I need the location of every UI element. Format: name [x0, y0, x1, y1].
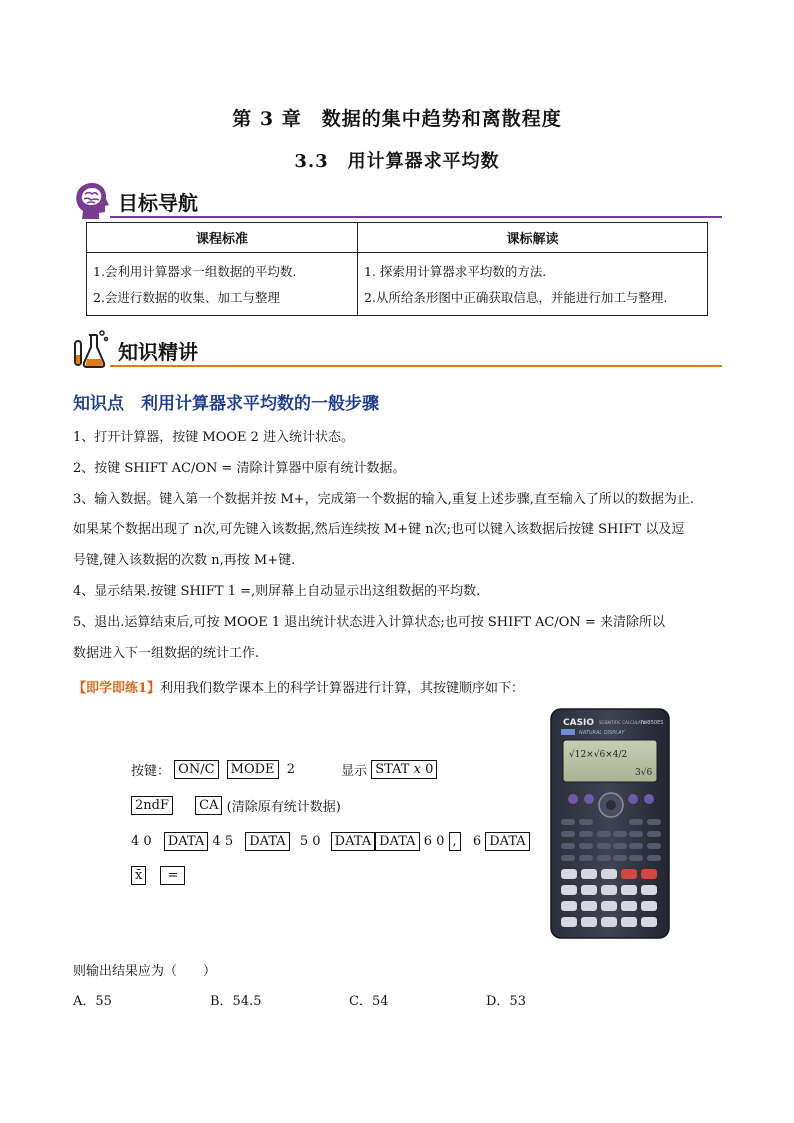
2ndf-key: 2ndF [131, 796, 173, 815]
option-a: A．55 [73, 994, 112, 1009]
knowledge-point-title: 知识点 利用计算器求平均数的一般步骤 [73, 394, 379, 414]
mode-key: MODE [227, 760, 279, 779]
key-label: 按键： [131, 764, 171, 779]
example-prompt [73, 677, 524, 696]
calculator-subtitle: NATURAL DISPLAY [579, 730, 625, 736]
key-value: 5 0 [299, 834, 321, 849]
equals-key: = [160, 866, 185, 885]
step-line: 1、打开计算器，按键 MOOE 2 进入统计状态。 [73, 430, 355, 445]
section-rule [110, 365, 722, 367]
example-text: 利用我们数学课本上的科学计算器进行计算，其按键顺序如下： [160, 681, 525, 696]
lab-flask-icon [72, 329, 110, 369]
step-line: 5、退出.运算结束后,可按 MOOE 1 退出统计状态进入计算状态;也可按 SHIFT AC/ON = 来清除所以 [73, 615, 665, 630]
step-line: 数据进入下一组数据的统计工作. [73, 646, 260, 661]
standard-item: 2.会进行数据的收集、加工与整理 [93, 290, 280, 305]
chapter-title: 第 3 章 数据的集中趋势和离散程度 [232, 108, 562, 130]
display-x: x [413, 762, 421, 777]
screen-expression: √12×√6×4/2 [569, 750, 628, 760]
display-box [371, 760, 437, 779]
calculator-image [549, 707, 671, 940]
calculator-model: fx-350ES [641, 720, 664, 726]
brain-head-icon [72, 180, 110, 220]
svg-text:SCIENTIFIC CALCULATOR: SCIENTIFIC CALCULATOR [599, 720, 649, 725]
on-c-key: ON/C [174, 760, 218, 779]
section-rule [110, 216, 722, 218]
section-label: 知识精讲 [118, 340, 198, 364]
key-value: 4 0 [131, 834, 152, 849]
key-value: 2 [286, 762, 295, 777]
option-b: B．54.5 [210, 994, 262, 1009]
key-note: (清除原有统计数据) [226, 800, 341, 815]
data-key: DATA [485, 832, 529, 851]
step-line: 如果某个数据出现了 n次,可先键入该数据,然后连续按 M+键 n次;也可以键入该数据后按键 SHIFT 以及逗 [73, 522, 685, 537]
option-d: D．53 [486, 994, 526, 1009]
step-line: 2、按键 SHIFT AC/ON = 清除计算器中原有统计数据。 [73, 461, 406, 476]
display-stat: STAT [375, 762, 410, 777]
table-cell-standard [87, 253, 358, 316]
key-row-1 [131, 760, 437, 779]
data-key: DATA [164, 832, 208, 851]
section-label: 目标导航 [118, 191, 198, 215]
option-c: C．54 [349, 994, 389, 1009]
data-key: DATA [245, 832, 289, 851]
section-target-nav [72, 180, 722, 220]
key-value: 6 [472, 834, 482, 849]
standard-item: 1.会利用计算器求一组数据的平均数. [93, 264, 297, 279]
ca-key: CA [195, 796, 222, 815]
key-row-2 [131, 796, 341, 815]
example-tag: 【即学即练1】 [73, 681, 161, 696]
key-value: 6 0 [423, 834, 445, 849]
comma-key: , [449, 832, 461, 851]
del-key-icon [621, 869, 637, 879]
section-knowledge [72, 329, 722, 369]
table-header-standard: 课程标准 [87, 223, 358, 253]
key-row-4 [131, 866, 185, 885]
ac-key-icon [641, 869, 657, 879]
calculator-brand: CASIO [563, 718, 595, 728]
step-line: 4、显示结果.按键 SHIFT 1 =,则屏幕上自动显示出这组数据的平均数. [73, 584, 481, 599]
interpretation-item: 1. 探索用计算器求平均数的方法. [364, 264, 547, 279]
display-zero: 0 [425, 762, 434, 777]
step-line: 号键,键入该数据的次数 n,再按 M+键. [73, 553, 296, 568]
step-line: 3、输入数据。键入第一个数据并按 M+，完成第一个数据的输入,重复上述步骤,直至输入了所以的数据为止. [73, 492, 695, 507]
data-key: DATA [331, 832, 375, 851]
section-title: 3.3 用计算器求平均数 [294, 151, 500, 172]
table-header-interpretation: 课标解读 [358, 223, 708, 253]
question-text: 则输出结果应为（ ） [73, 964, 217, 979]
interpretation-item: 2.从所给条形图中正确获取信息，并能进行加工与整理. [364, 290, 668, 305]
display-label: 显示 [341, 764, 368, 779]
key-row-3 [131, 832, 530, 851]
standards-table [86, 222, 708, 316]
mean-key: x̄ [131, 866, 146, 885]
key-value: 4 5 [212, 834, 234, 849]
table-cell-interpretation [358, 253, 708, 316]
data-key: DATA [375, 832, 419, 851]
screen-result: 3√6 [635, 768, 653, 778]
